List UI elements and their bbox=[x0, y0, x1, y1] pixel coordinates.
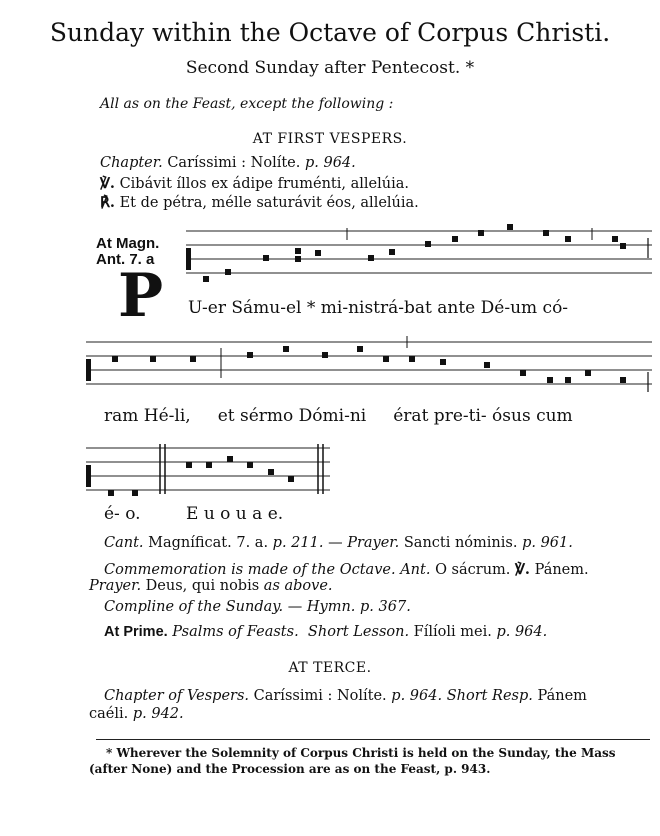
short-lesson-label: Short Lesson. bbox=[307, 624, 410, 640]
note bbox=[612, 236, 618, 242]
chant-lyrics-line-3a: é- o. bbox=[104, 504, 141, 524]
cant-line bbox=[104, 535, 573, 551]
chapter-label: Chapter. bbox=[100, 155, 163, 171]
note bbox=[452, 236, 458, 242]
chapter-text: Caríssimi : Nolíte. bbox=[167, 155, 301, 171]
terce-line2-page: p. 942. bbox=[132, 706, 184, 722]
clef-icon bbox=[86, 359, 91, 381]
chant-label-ant: Ant. 7. a bbox=[96, 251, 155, 268]
neumes bbox=[86, 224, 648, 496]
initial-letter: P bbox=[118, 261, 164, 331]
note bbox=[547, 377, 553, 383]
note bbox=[383, 356, 389, 362]
cant-label: Cant. bbox=[104, 535, 144, 551]
note bbox=[322, 352, 328, 358]
note bbox=[440, 359, 446, 365]
prime-text: Fílíoli mei. bbox=[413, 624, 492, 640]
footnote-rule bbox=[96, 739, 650, 740]
note bbox=[620, 243, 626, 249]
note bbox=[190, 356, 196, 362]
note bbox=[585, 370, 591, 376]
note bbox=[543, 230, 549, 236]
note bbox=[315, 250, 321, 256]
prayer2-line bbox=[89, 578, 333, 594]
chapter-page: p. 964. bbox=[304, 155, 356, 171]
page-subtitle: Second Sunday after Pentecost. * bbox=[185, 58, 475, 78]
cant-text: Magníficat. 7. a. bbox=[148, 535, 269, 551]
prayer-label: Prayer. bbox=[347, 535, 400, 551]
short-resp-label: Short Resp. bbox=[446, 688, 533, 704]
note bbox=[186, 462, 192, 468]
note bbox=[150, 356, 156, 362]
prayer2-tail: as above. bbox=[263, 578, 333, 594]
versicle-symbol-icon: ℣. bbox=[515, 561, 530, 578]
dash: — bbox=[328, 535, 343, 551]
prime-psalms: Psalms of Feasts. bbox=[172, 624, 299, 640]
terce-line-2 bbox=[89, 706, 184, 722]
note bbox=[425, 241, 431, 247]
commem-v-text: Pánem. bbox=[534, 562, 589, 578]
note bbox=[389, 249, 395, 255]
note bbox=[520, 370, 526, 376]
note bbox=[247, 462, 253, 468]
staff-3 bbox=[86, 448, 330, 490]
note bbox=[357, 346, 363, 352]
versicle-text: Cibávit íllos ex ádipe fruménti, allelúia. bbox=[119, 176, 409, 192]
note bbox=[409, 356, 415, 362]
heading-terce: AT TERCE. bbox=[288, 660, 372, 676]
chant-label-magn: At Magn. bbox=[96, 235, 160, 252]
intro-note: All as on the Feast, except the following : bbox=[100, 96, 394, 112]
prayer-page: p. 961. bbox=[522, 535, 573, 551]
prayer-text: Sancti nóminis. bbox=[403, 535, 518, 551]
note bbox=[206, 462, 212, 468]
terce-chapter-text: Caríssimi : Nolíte. bbox=[253, 688, 387, 704]
hymn-page: p. 367. bbox=[360, 599, 411, 615]
prayer2-label: Prayer. bbox=[89, 578, 142, 594]
terce-chapter-line bbox=[104, 688, 587, 704]
prime-line bbox=[104, 624, 547, 640]
response-symbol-icon: ℟. bbox=[100, 194, 115, 211]
compline-line bbox=[104, 599, 411, 615]
footnote-line-1: * Wherever the Solemnity of Corpus Christi is held on the Sunday, the Mass bbox=[106, 746, 616, 760]
commem-ant-label: Ant. bbox=[400, 562, 431, 578]
clef-icon bbox=[186, 248, 191, 270]
prayer2-text: Deus, qui nobis bbox=[145, 578, 260, 594]
note bbox=[112, 356, 118, 362]
prime-label: At Prime. bbox=[104, 624, 168, 640]
note bbox=[268, 469, 274, 475]
note bbox=[225, 269, 231, 275]
commemoration-note: Commemoration is made of the Octave. bbox=[104, 562, 396, 578]
note bbox=[478, 230, 484, 236]
note bbox=[295, 256, 301, 262]
terce-chapter-label: Chapter of Vespers. bbox=[104, 688, 250, 704]
note bbox=[620, 377, 626, 383]
note bbox=[507, 224, 513, 230]
note bbox=[108, 490, 114, 496]
terce-line2-text: caéli. bbox=[89, 706, 129, 722]
cant-page: p. 211. bbox=[272, 535, 324, 551]
heading-first-vespers: AT FIRST VESPERS. bbox=[252, 131, 408, 147]
clef-icon bbox=[86, 465, 91, 487]
commem-ant-text: O sácrum. bbox=[435, 562, 511, 578]
note bbox=[565, 377, 571, 383]
note bbox=[263, 255, 269, 261]
note bbox=[288, 476, 294, 482]
terce-resp-text: Pánem bbox=[537, 688, 587, 704]
page-title: Sunday within the Octave of Corpus Christi. bbox=[49, 18, 611, 47]
compline-note: Compline of the Sunday. bbox=[104, 599, 284, 615]
chant-lyrics-euouae: E u o u a e. bbox=[186, 504, 284, 524]
response-text: Et de pétra, mélle saturávit éos, allelúia. bbox=[119, 195, 419, 211]
note bbox=[227, 456, 233, 462]
terce-chapter-page: p. 964. bbox=[391, 688, 443, 704]
note bbox=[484, 362, 490, 368]
note bbox=[247, 352, 253, 358]
hymn-label: Hymn. bbox=[306, 599, 356, 615]
compline-dash: — bbox=[287, 599, 303, 615]
staff-1 bbox=[186, 231, 652, 273]
chant-lyrics-line-1: U-er Sámu-el * mi-nistrá-bat ante Dé-um có- bbox=[188, 298, 569, 318]
footnote-line-2: (after None) and the Procession are as on the Feast, p. 943. bbox=[89, 762, 491, 776]
versicle-symbol-icon: ℣. bbox=[100, 175, 115, 192]
note bbox=[565, 236, 571, 242]
commemoration-line bbox=[104, 561, 589, 578]
note bbox=[132, 490, 138, 496]
prime-page: p. 964. bbox=[496, 624, 548, 640]
note bbox=[203, 276, 209, 282]
chant-lyrics-line-2: ram Hé-li, et sérmo Dómi-ni érat pre-ti- ósus cum bbox=[104, 406, 573, 426]
note bbox=[295, 248, 301, 254]
note bbox=[368, 255, 374, 261]
note bbox=[283, 346, 289, 352]
